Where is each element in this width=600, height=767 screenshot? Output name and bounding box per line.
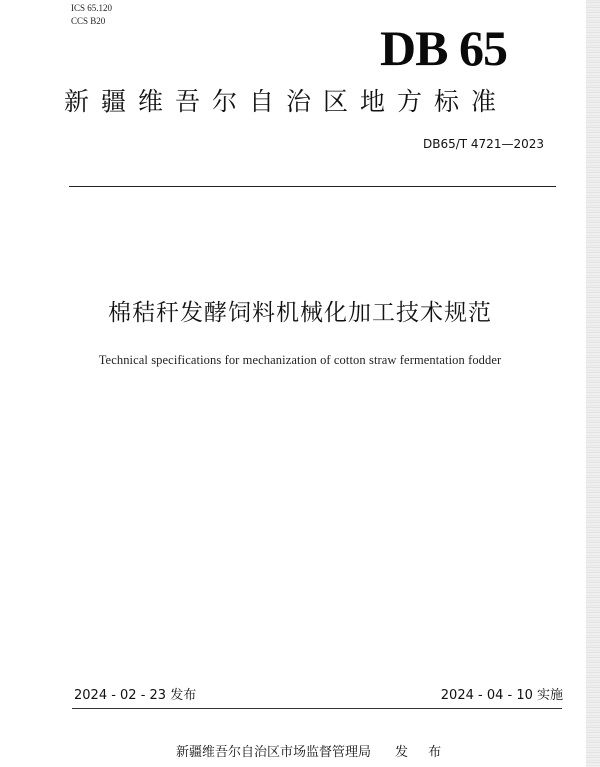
issue-date: 2024 - 02 - 23 发布 bbox=[74, 688, 197, 703]
ics-code: ICS 65.120 bbox=[71, 3, 113, 13]
publisher-line bbox=[176, 745, 449, 761]
ccs-code: CCS B20 bbox=[71, 16, 106, 26]
document-title-english: Technical specifications for mechanization of cotton straw fermentation fodder bbox=[98, 353, 502, 367]
standard-type: 新疆维吾尔自治区地方标准 bbox=[64, 87, 509, 116]
header-divider bbox=[69, 186, 556, 187]
scan-edge-texture bbox=[586, 0, 600, 767]
implementation-date: 2024 - 04 - 10 实施 bbox=[440, 688, 563, 703]
publisher-name: 新疆维吾尔自治区市场监督管理局 bbox=[176, 745, 372, 760]
document-title: 棉秸秆发酵饲料机械化加工技术规范 bbox=[108, 300, 492, 326]
db-logo: DB 65 bbox=[380, 20, 507, 76]
publish-action: 发 布 bbox=[395, 745, 450, 760]
footer-divider bbox=[72, 708, 562, 709]
standard-number: DB65/T 4721—2023 bbox=[422, 137, 544, 151]
